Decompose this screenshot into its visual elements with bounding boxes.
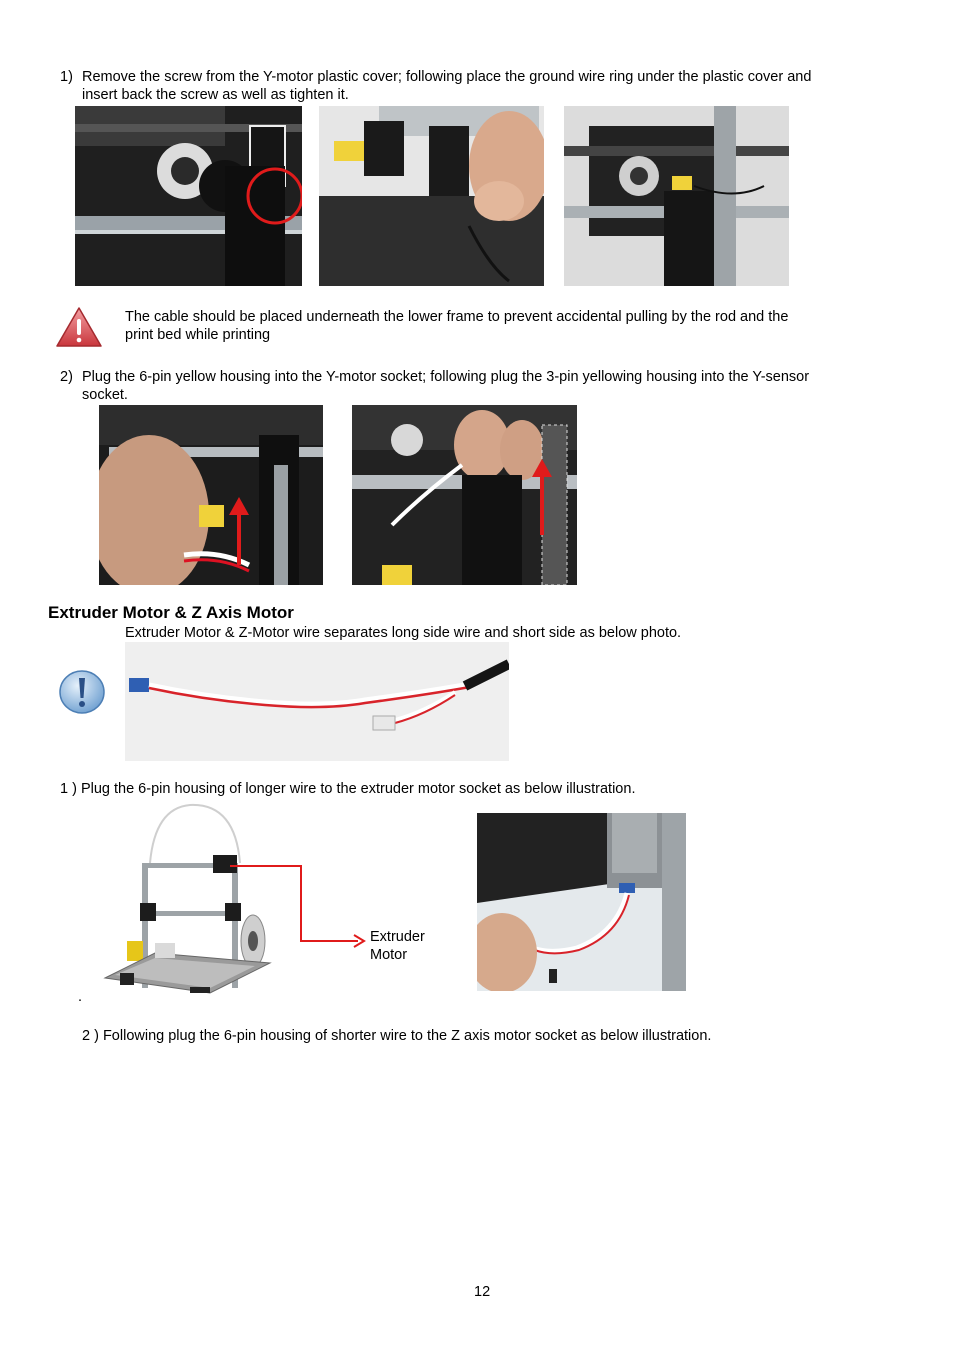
extruder-motor-socket-photo <box>477 813 686 991</box>
step-1-text <box>82 68 912 104</box>
ground-wire-ring-photo <box>319 106 544 286</box>
section-intro: Extruder Motor & Z-Motor wire separates long side wire and short side as below photo. <box>125 625 682 641</box>
warning-triangle-icon <box>55 306 103 348</box>
extruder-motor-label <box>370 928 425 964</box>
step-1-number: 1) <box>60 69 73 85</box>
extruder-z-wire-photo <box>125 642 509 761</box>
warning-line-2: print bed while printing <box>125 327 271 343</box>
stray-dot: . <box>78 989 83 1005</box>
section-title: Extruder Motor & Z Axis Motor <box>48 603 294 622</box>
extruder-motor-label-line-1: Extruder <box>370 929 425 945</box>
step-1-line-2: insert back the screw as well as tighten it. <box>82 87 349 103</box>
exclamation-info-icon <box>58 669 106 715</box>
y-motor-cover-photo <box>75 106 302 286</box>
extruder-connector-arrow <box>230 860 370 950</box>
y-motor-socket-photo <box>99 405 323 585</box>
page-number: 12 <box>474 1284 491 1300</box>
step-1-line-1: Remove the screw from the Y-motor plastic cover; following place the ground wire ring under the plastic cover and <box>82 69 812 85</box>
extruder-motor-label-line-2: Motor <box>370 947 408 963</box>
step-2-line-2: socket. <box>82 387 128 403</box>
step-2-line-1: Plug the 6-pin yellow housing into the Y-motor socket; following plug the 3-pin yellowing housing into the Y-sensor <box>82 369 810 385</box>
y-motor-cover-installed-photo <box>564 106 789 286</box>
warning-line-1: The cable should be placed underneath the lower frame to prevent accidental pulling by the rod and the <box>125 309 789 325</box>
warning-text <box>125 308 905 344</box>
y-sensor-socket-photo <box>352 405 577 585</box>
step-3-text: 1 ) Plug the 6-pin housing of longer wire to the extruder motor socket as below illustration. <box>60 781 636 797</box>
step-4-text: 2 ) Following plug the 6-pin housing of shorter wire to the Z axis motor socket as below illustration. <box>82 1028 712 1044</box>
step-2-number: 2) <box>60 369 73 385</box>
step-2-text <box>82 368 922 404</box>
